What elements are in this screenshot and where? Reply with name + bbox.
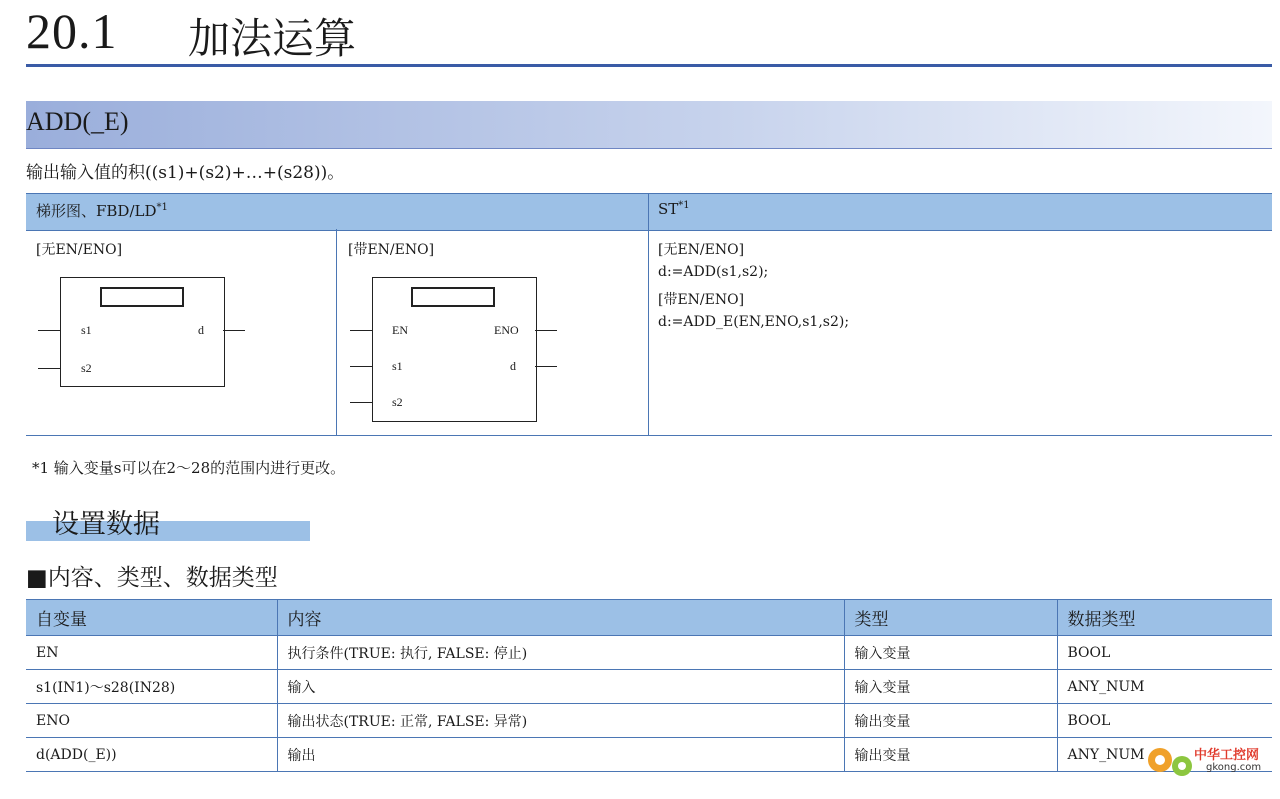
cell-argument: s1(IN1)～s28(IN28) bbox=[26, 670, 277, 704]
output-d-label: d bbox=[198, 323, 204, 337]
input-wire bbox=[350, 366, 372, 367]
cell-argument: d(ADD(_E)) bbox=[26, 738, 277, 772]
gear-icon bbox=[1142, 738, 1202, 782]
header-type: 类型 bbox=[844, 600, 1057, 636]
st-header: ST$^{*1}$ bbox=[658, 200, 690, 218]
input-wire bbox=[38, 368, 60, 369]
table-row bbox=[26, 636, 1272, 670]
footnote: *1 输入变量s可以在2～28的范围内进行更改。 bbox=[32, 459, 346, 477]
setting-data-title: 设置数据 bbox=[52, 509, 160, 540]
table-row bbox=[26, 738, 1272, 772]
section-number: 20.1 bbox=[26, 3, 118, 59]
output-d-label: d bbox=[510, 359, 516, 373]
cell-data-type: ANY_NUM bbox=[1057, 670, 1272, 704]
cell-content: 输出 bbox=[277, 738, 844, 772]
add-symbol-icon bbox=[411, 287, 495, 307]
cell-type: 输入变量 bbox=[844, 636, 1057, 670]
input-s2-label: s2 bbox=[392, 395, 403, 409]
cell-type: 输出变量 bbox=[844, 704, 1057, 738]
output-wire bbox=[223, 330, 245, 331]
table-header-row bbox=[26, 600, 1272, 636]
watermark-url: gkong.com bbox=[1206, 762, 1262, 773]
watermark-logo bbox=[1142, 738, 1272, 782]
section-title: 加法运算 bbox=[188, 14, 357, 63]
header-data-type: 数据类型 bbox=[1057, 600, 1272, 636]
st-code-line: [无EN/ENO] bbox=[658, 242, 745, 258]
table-row bbox=[26, 670, 1272, 704]
watermark-brand: 中华工控网 bbox=[1194, 748, 1260, 763]
cell-argument: EN bbox=[26, 636, 277, 670]
cell-content: 输入 bbox=[277, 670, 844, 704]
content-type-subtitle: ■内容、类型、数据类型 bbox=[26, 565, 278, 591]
input-s1-label: s1 bbox=[81, 323, 92, 337]
title-rule bbox=[26, 64, 1272, 67]
column-divider bbox=[648, 193, 649, 436]
cell-argument: ENO bbox=[26, 704, 277, 738]
table-row bbox=[26, 704, 1272, 738]
input-s1-label: s1 bbox=[392, 359, 403, 373]
output-eno-label: ENO bbox=[494, 323, 519, 337]
ladder-fbd-header: 梯形图、FBD/LD$^{*1}$ bbox=[36, 202, 168, 220]
cell-type: 输出变量 bbox=[844, 738, 1057, 772]
without-en-label: [无EN/ENO] bbox=[36, 242, 123, 258]
input-wire bbox=[38, 330, 60, 331]
diagram-table bbox=[26, 193, 1272, 436]
table-bottom-rule bbox=[26, 435, 1272, 436]
cell-type: 输入变量 bbox=[844, 670, 1057, 704]
input-s2-label: s2 bbox=[81, 361, 92, 375]
cell-data-type: BOOL bbox=[1057, 636, 1272, 670]
output-wire bbox=[535, 330, 557, 331]
instruction-band bbox=[26, 101, 1272, 149]
instruction-description: 输出输入值的积((s1)+(s2)+…+(s28))。 bbox=[26, 163, 345, 183]
st-code-line: d:=ADD_E(EN,ENO,s1,s2); bbox=[658, 314, 850, 330]
argument-table bbox=[26, 599, 1272, 772]
column-divider bbox=[336, 229, 337, 436]
st-code-line: d:=ADD(s1,s2); bbox=[658, 264, 769, 280]
input-wire bbox=[350, 402, 372, 403]
output-wire bbox=[535, 366, 557, 367]
cell-content: 执行条件(TRUE: 执行, FALSE: 停止) bbox=[277, 636, 844, 670]
header-argument: 自变量 bbox=[26, 600, 277, 636]
input-wire bbox=[350, 330, 372, 331]
cell-data-type: ANY_NUM bbox=[1057, 738, 1272, 772]
instruction-name: ADD(_E) bbox=[26, 107, 129, 136]
with-en-label: [带EN/ENO] bbox=[348, 242, 435, 258]
header-content: 内容 bbox=[277, 600, 844, 636]
add-symbol-icon bbox=[100, 287, 184, 307]
cell-data-type: BOOL bbox=[1057, 704, 1272, 738]
diagram-table-header bbox=[26, 193, 1272, 231]
input-en-label: EN bbox=[392, 323, 408, 337]
st-code-line: [带EN/ENO] bbox=[658, 292, 745, 308]
cell-content: 输出状态(TRUE: 正常, FALSE: 异常) bbox=[277, 704, 844, 738]
